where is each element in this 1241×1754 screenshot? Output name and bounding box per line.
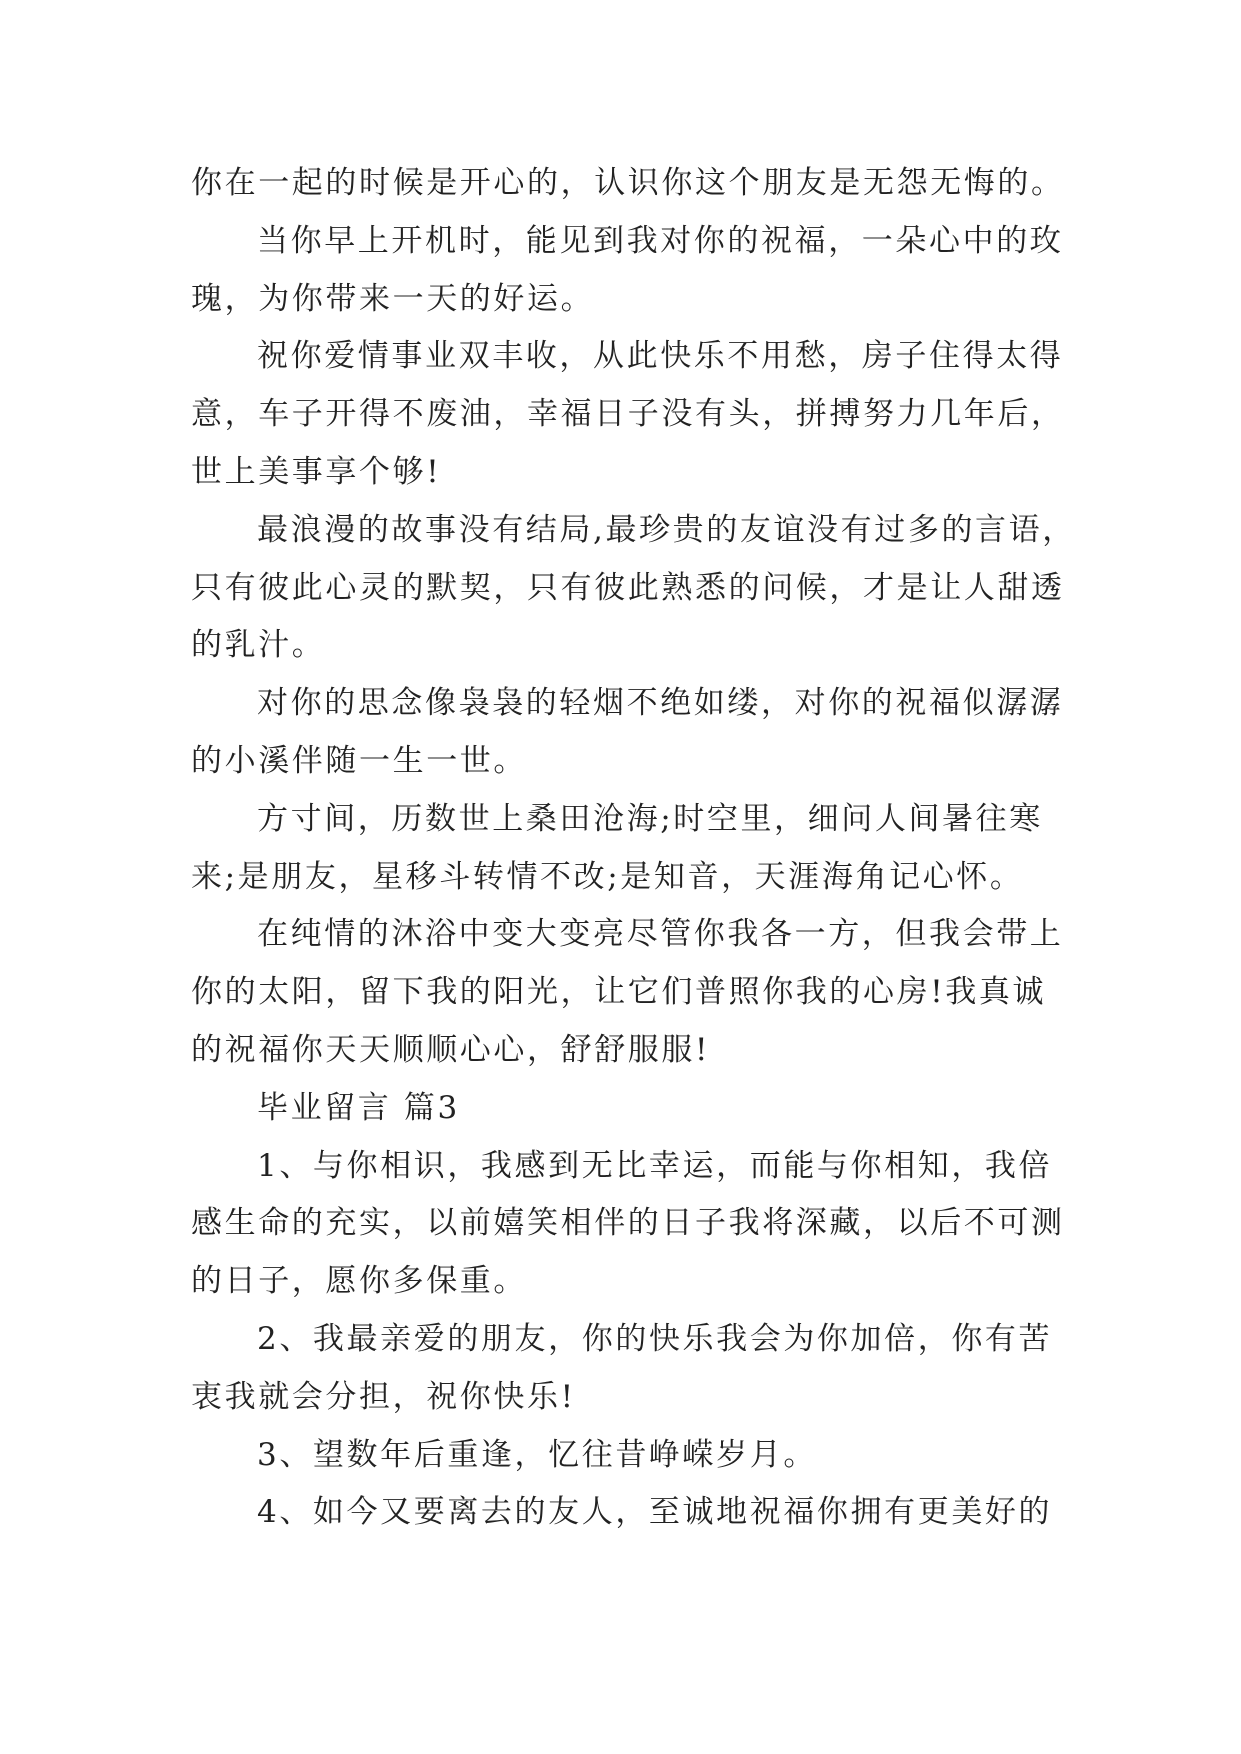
text-line: 的乳汁。 xyxy=(191,627,326,664)
text-line: 的祝福你天天顺顺心心，舒舒服服! xyxy=(191,1031,711,1068)
text-line: 感生命的充实，以前嬉笑相伴的日子我将深藏，以后不可测 xyxy=(191,1205,1065,1242)
text-line: 3、望数年后重逢，忆往昔峥嵘岁月。 xyxy=(257,1436,817,1473)
text-line: 世上美事享个够! xyxy=(191,453,442,490)
text-line: 的小溪伴随一生一世。 xyxy=(191,742,527,779)
text-line: 最浪漫的故事没有结局,最珍贵的友谊没有过多的言语， xyxy=(257,511,1076,548)
text-line: 1、与你相识，我感到无比幸运，而能与你相知，我倍 xyxy=(257,1147,1053,1184)
text-line: 只有彼此心灵的默契，只有彼此熟悉的问候，才是让人甜透 xyxy=(191,569,1065,606)
text-line: 的日子，愿你多保重。 xyxy=(191,1263,527,1300)
text-line: 在纯情的沐浴中变大变亮尽管你我各一方，但我会带上 xyxy=(257,916,1064,953)
text-line: 当你早上开机时，能见到我对你的祝福，一朵心中的玫 xyxy=(257,222,1064,259)
text-line: 2、我最亲爱的朋友，你的快乐我会为你加倍，你有苦 xyxy=(257,1320,1053,1357)
text-line: 4、如今又要离去的友人，至诚地祝福你拥有更美好的 xyxy=(257,1494,1053,1531)
text-line: 方寸间，历数世上桑田沧海;时空里，细问人间暑往寒 xyxy=(257,800,1043,837)
text-line: 你在一起的时候是开心的，认识你这个朋友是无怨无悔的。 xyxy=(191,165,1065,201)
section-heading: 毕业留言 篇3 xyxy=(257,1089,460,1126)
text-line: 意，车子开得不废油，幸福日子没有头，拼搏努力几年后， xyxy=(191,396,1065,433)
text-line: 衷我就会分担，祝你快乐! xyxy=(191,1378,576,1415)
text-line: 瑰，为你带来一天的好运。 xyxy=(191,280,595,317)
text-line: 你的太阳，留下我的阳光，让它们普照你我的心房!我真诚 xyxy=(191,974,1047,1011)
document-body xyxy=(191,155,1076,1542)
text-line: 来;是朋友，星移斗转情不改;是知音，天涯海角记心怀。 xyxy=(191,858,1024,895)
text-line: 对你的思念像袅袅的轻烟不绝如缕，对你的祝福似潺潺 xyxy=(257,685,1064,722)
text-line: 祝你爱情事业双丰收，从此快乐不用愁，房子住得太得 xyxy=(257,338,1064,375)
